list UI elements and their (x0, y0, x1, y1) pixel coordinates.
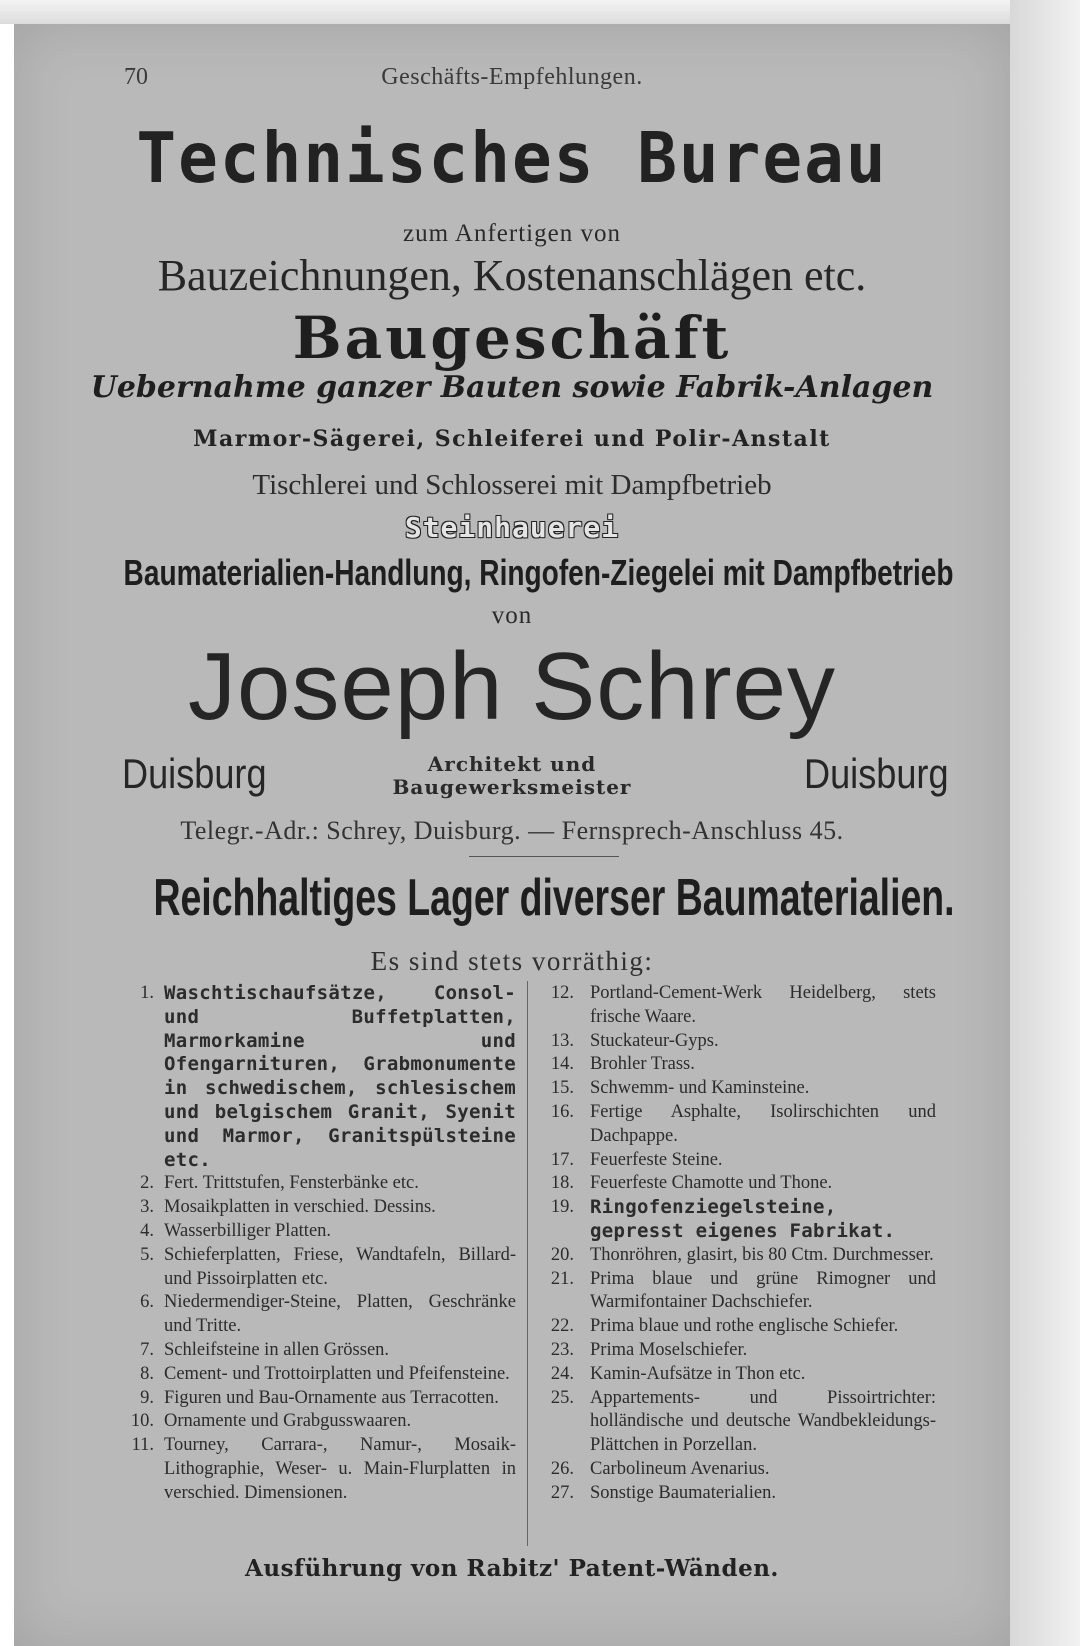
list-item (120, 1339, 516, 1363)
item-text: Feuerfeste Chamotte und Thone. (590, 1173, 833, 1194)
list-item (532, 1077, 936, 1101)
footer-line: Ausführung von Rabitz' Patent-Wänden. (245, 1555, 779, 1582)
line-uebernahme: Uebernahme ganzer Bauten sowie Fabrik-Anlagen (90, 370, 934, 405)
page-number: 70 (124, 64, 148, 90)
item-number: 8. (140, 1363, 154, 1384)
item-text: Mosaikplatten in verschied. Dessins. (164, 1197, 436, 1218)
list-item (532, 1268, 936, 1316)
list-item (532, 1387, 936, 1458)
list-item (120, 1172, 516, 1196)
item-number: 14. (550, 1054, 574, 1075)
list-item (532, 1363, 936, 1387)
line-marmor-saegerei: Marmor-Sägerei, Schleiferei und Polir-Anstalt (193, 426, 831, 452)
stock-heading: Reichhaltiges Lager diverser Baumaterialien. (153, 869, 955, 927)
list-item (120, 1196, 516, 1220)
divider (469, 856, 619, 857)
title-line-baugewerksmeister: Baugewerksmeister (392, 775, 632, 799)
list-item (532, 1030, 936, 1054)
line-tischlerei: Tischlerei und Schlosserei mit Dampfbetrieb (252, 469, 772, 501)
line-von: von (491, 602, 533, 629)
item-number: 10. (130, 1411, 154, 1432)
item-text: Cement- und Trottoirplatten und Pfeifensteine. (164, 1363, 510, 1384)
line-zum-anfertigen: zum Anfertigen von (403, 220, 621, 247)
item-number: 2. (140, 1173, 154, 1194)
item-text: Appartements- und Pissoirtrichter: holländische und deutsche Wandbekleidungs-Plättchen in Porzellan. (590, 1387, 936, 1456)
scan-top-edge (0, 0, 1080, 24)
city-left: Duisburg (122, 750, 267, 797)
running-head: Geschäfts-Empfehlungen. (381, 64, 643, 90)
item-number: 19. (550, 1197, 574, 1218)
item-text: Niedermendiger-Steine, Platten, Geschränke und Tritte. (164, 1292, 516, 1337)
item-text: Carbolineum Avenarius. (590, 1458, 770, 1479)
item-text: Ringofenziegelsteine, gepresst eigenes Fabrikat. (590, 1196, 896, 1242)
line-steinhauerei: Steinhauerei (404, 511, 620, 544)
list-item (532, 1172, 936, 1196)
list-item (532, 1101, 936, 1149)
item-number: 13. (550, 1030, 574, 1051)
item-text: Schleifsteine in allen Grössen. (164, 1339, 390, 1360)
item-text: Portland-Cement-Werk Heidelberg, stets frische Waare. (590, 983, 936, 1027)
list-item (120, 1363, 516, 1387)
list-item (532, 1196, 936, 1244)
item-text: Waschtischaufsätze, Consol- und Buffetplatten, Marmorkamine und Ofengarnituren, Grabmonumente in schwedischem, schlesischem und belgischem Granit, Syenit und Marmor, Granitspülsteine etc. (164, 982, 516, 1171)
item-text: Feuerfeste Steine. (590, 1149, 723, 1170)
item-number: 7. (140, 1339, 154, 1360)
item-number: 1. (140, 983, 154, 1003)
headline-technisches-bureau: Technisches Bureau (136, 118, 888, 199)
list-item (532, 1053, 936, 1077)
stock-list-left (120, 982, 516, 1506)
list-item (120, 1291, 516, 1339)
telegram-address: Telegr.-Adr.: Schrey, Duisburg. — Fernsprech-Anschluss 45. (180, 816, 844, 845)
item-number: 16. (550, 1101, 574, 1122)
item-text: Stuckateur-Gyps. (590, 1030, 719, 1051)
item-number: 25. (550, 1387, 574, 1408)
item-text: Wasserbilliger Platten. (164, 1220, 332, 1241)
city-right: Duisburg (804, 750, 949, 797)
list-item (120, 1410, 516, 1434)
item-number: 9. (140, 1387, 154, 1408)
item-text: Ornamente und Grabgusswaaren. (164, 1411, 412, 1432)
item-text: Schwemm- und Kaminsteine. (590, 1078, 810, 1099)
list-item (120, 982, 516, 1172)
item-number: 20. (550, 1244, 574, 1265)
item-number: 11. (131, 1435, 154, 1456)
item-text: Prima Moselschiefer. (590, 1339, 748, 1360)
item-text: Figuren und Bau-Ornamente aus Terracotten. (164, 1387, 499, 1408)
item-text: Kamin-Aufsätze in Thon etc. (590, 1363, 806, 1384)
item-number: 12. (550, 983, 574, 1003)
item-number: 5. (140, 1244, 154, 1265)
list-item (532, 1482, 936, 1506)
item-text: Prima blaue und rothe englische Schiefer. (590, 1316, 899, 1337)
list-item (120, 1244, 516, 1292)
list-item (532, 1244, 936, 1268)
item-number: 21. (550, 1268, 574, 1289)
list-item (532, 982, 936, 1030)
item-text: Sonstige Baumaterialien. (590, 1482, 776, 1503)
title-line-architekt: Architekt und (427, 752, 597, 776)
item-text: Brohler Trass. (590, 1054, 695, 1075)
list-item (532, 1339, 936, 1363)
item-number: 6. (140, 1292, 154, 1313)
list-item (532, 1315, 936, 1339)
item-text: Tourney, Carrara-, Namur-, Mosaik-Lithographie, Weser- u. Main-Flurplatten in verschied. Dimensionen. (164, 1435, 516, 1503)
stock-subheading: Es sind stets vorräthig: (370, 946, 654, 976)
list-item (120, 1387, 516, 1411)
item-text: Fert. Trittstufen, Fensterbänke etc. (164, 1173, 419, 1194)
scan-right-edge (1010, 0, 1080, 1646)
item-number: 15. (550, 1078, 574, 1099)
list-item (532, 1458, 936, 1482)
item-text: Prima blaue und grüne Rimogner und Warmifontainer Dachschiefer. (590, 1268, 936, 1313)
item-number: 3. (140, 1197, 154, 1218)
company-name: Joseph Schrey (187, 633, 836, 740)
item-number: 4. (140, 1220, 154, 1241)
item-number: 27. (550, 1482, 574, 1503)
list-item (120, 1220, 516, 1244)
item-number: 24. (550, 1363, 574, 1384)
item-number: 26. (550, 1458, 574, 1479)
item-text: Fertige Asphalte, Isolirschichten und Dachpappe. (590, 1101, 936, 1146)
headline-baugeschaeft: Baugeschäft (292, 304, 732, 372)
item-text: Schieferplatten, Friese, Wandtafeln, Billard- und Pissoirplatten etc. (164, 1244, 516, 1289)
item-number: 17. (550, 1149, 574, 1170)
list-item (120, 1434, 516, 1505)
item-number: 23. (550, 1339, 574, 1360)
line-baumaterialien-handlung: Baumaterialien-Handlung, Ringofen-Ziegelei mit Dampfbetrieb (123, 552, 954, 593)
list-item (532, 1149, 936, 1173)
column-divider (527, 981, 528, 1546)
advertisement-page (14, 24, 1010, 1646)
item-text: Thonröhren, glasirt, bis 80 Ctm. Durchmesser. (590, 1244, 934, 1265)
item-number: 18. (550, 1173, 574, 1194)
stock-list-right (532, 982, 936, 1506)
line-bauzeichnungen: Bauzeichnungen, Kostenanschlägen etc. (157, 251, 867, 300)
item-number: 22. (550, 1316, 574, 1337)
